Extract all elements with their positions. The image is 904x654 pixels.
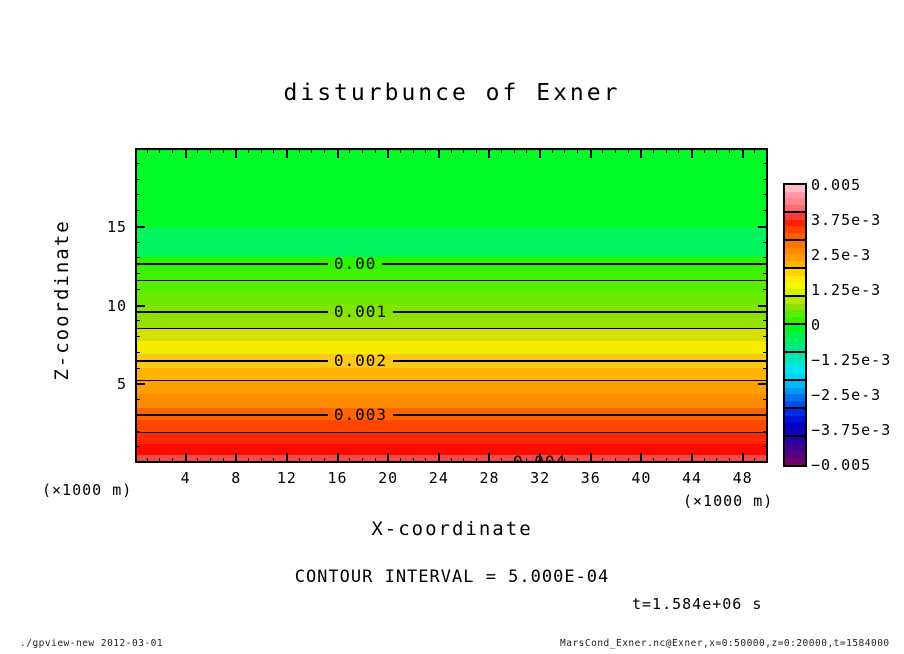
x-major-tick	[185, 148, 187, 158]
x-major-tick	[286, 453, 288, 463]
y-tick-label: 15	[106, 217, 127, 236]
x-minor-tick	[261, 148, 262, 153]
x-minor-tick	[463, 458, 464, 463]
y-major-tick	[758, 305, 768, 307]
y-minor-tick	[135, 210, 140, 211]
x-minor-tick	[729, 458, 730, 463]
contour-label: 0.001	[333, 301, 387, 321]
x-minor-tick	[400, 458, 401, 463]
contour-line	[135, 404, 768, 424]
x-minor-tick	[362, 458, 363, 463]
y-minor-tick	[135, 446, 140, 447]
x-major-tick	[742, 453, 744, 463]
colorbar-strip	[785, 345, 805, 352]
colorbar-strip	[785, 437, 805, 444]
x-minor-tick	[666, 458, 667, 463]
x-minor-tick	[248, 458, 249, 463]
x-minor-tick	[628, 458, 629, 463]
x-minor-tick	[147, 148, 148, 153]
time-label: t=1.584e+06 s	[632, 595, 763, 613]
x-tick-label: 28	[479, 469, 500, 487]
x-minor-tick	[501, 458, 502, 463]
colorbar-strip	[785, 205, 805, 212]
colorbar-strip	[785, 261, 805, 268]
colorbar-box	[785, 213, 805, 241]
x-minor-tick	[514, 458, 515, 463]
x-minor-tick	[273, 148, 274, 153]
x-minor-tick	[564, 458, 565, 463]
x-major-tick	[235, 148, 237, 158]
x-minor-tick	[577, 148, 578, 153]
colorbar-tick-label: 1.25e-3	[811, 281, 882, 299]
colorbar-box	[785, 297, 805, 325]
contour-line-segment	[135, 280, 768, 281]
x-minor-tick	[197, 458, 198, 463]
x-minor-tick	[147, 458, 148, 463]
colorbar-box	[785, 185, 805, 213]
plot-area	[135, 148, 768, 463]
colorbar-box	[785, 241, 805, 269]
y-major-tick	[758, 383, 768, 385]
x-minor-tick	[666, 148, 667, 153]
contour-line	[135, 380, 768, 381]
x-tick-label: 36	[580, 469, 601, 487]
tone-strip	[135, 228, 768, 258]
x-minor-tick	[210, 458, 211, 463]
x-major-tick	[488, 453, 490, 463]
y-minor-tick	[763, 399, 768, 400]
x-major-tick	[539, 453, 541, 463]
contour-line	[135, 328, 768, 329]
colorbar-box	[785, 437, 805, 465]
x-minor-tick	[602, 148, 603, 153]
y-tick-label: 5	[116, 375, 127, 394]
contour-line	[135, 432, 768, 433]
x-minor-tick	[349, 458, 350, 463]
x-minor-tick	[653, 458, 654, 463]
y-minor-tick	[135, 194, 140, 195]
x-minor-tick	[311, 458, 312, 463]
x-minor-tick	[704, 148, 705, 153]
y-minor-tick	[763, 242, 768, 243]
colorbar-strip	[785, 444, 805, 451]
x-minor-tick	[273, 458, 274, 463]
contour-line-segment	[135, 263, 328, 265]
y-minor-tick	[135, 415, 140, 416]
y-minor-tick	[763, 368, 768, 369]
y-minor-tick	[135, 273, 140, 274]
x-minor-tick	[451, 148, 452, 153]
x-minor-tick	[299, 458, 300, 463]
colorbar-box	[785, 325, 805, 353]
x-tick-label: 44	[682, 469, 703, 487]
x-tick-label: 16	[327, 469, 348, 487]
x-minor-tick	[299, 148, 300, 153]
x-tick-label: 48	[732, 469, 753, 487]
x-minor-tick	[223, 458, 224, 463]
x-minor-tick	[552, 458, 553, 463]
tone-strip	[135, 148, 768, 229]
colorbar-box	[785, 409, 805, 437]
contour-line-segment	[135, 360, 328, 362]
x-minor-tick	[425, 148, 426, 153]
x-major-tick	[590, 453, 592, 463]
y-minor-tick	[763, 179, 768, 180]
x-minor-tick	[197, 148, 198, 153]
contour-interval-note: CONTOUR INTERVAL = 5.000E-04	[294, 567, 610, 587]
contour-line-segment	[135, 328, 768, 329]
y-minor-tick	[135, 431, 140, 432]
y-minor-tick	[763, 194, 768, 195]
contour-line-segment	[393, 414, 768, 416]
x-minor-tick	[476, 458, 477, 463]
x-minor-tick	[159, 458, 160, 463]
x-major-tick	[742, 148, 744, 158]
x-major-tick	[337, 453, 339, 463]
x-minor-tick	[463, 148, 464, 153]
y-minor-tick	[763, 352, 768, 353]
y-minor-tick	[135, 289, 140, 290]
x-major-tick	[539, 148, 541, 158]
x-minor-tick	[476, 148, 477, 153]
y-minor-tick	[763, 320, 768, 321]
x-minor-tick	[210, 148, 211, 153]
footer-file-variable: MarsCond_Exner.nc@Exner,x=0:50000,z=0:20000,t=1584000	[560, 638, 890, 649]
y-minor-tick	[763, 431, 768, 432]
y-tick-label: 10	[106, 296, 127, 315]
colorbar-strip	[785, 233, 805, 240]
y-major-tick	[135, 226, 145, 228]
y-major-tick	[135, 305, 145, 307]
x-minor-tick	[501, 148, 502, 153]
x-minor-tick	[704, 458, 705, 463]
colorbar-box	[785, 381, 805, 409]
y-major-tick	[135, 383, 145, 385]
x-major-tick	[438, 453, 440, 463]
colorbar-box	[785, 269, 805, 297]
y-minor-tick	[763, 257, 768, 258]
y-minor-tick	[763, 210, 768, 211]
x-tick-label: 40	[631, 469, 652, 487]
x-minor-tick	[324, 458, 325, 463]
x-major-tick	[387, 453, 389, 463]
x-minor-tick	[729, 148, 730, 153]
contour-line-segment	[135, 432, 768, 433]
contour-line	[135, 253, 768, 273]
colorbar-strip	[785, 451, 805, 458]
x-minor-tick	[615, 458, 616, 463]
contour-label: 0.00	[333, 253, 377, 273]
x-tick-label: 32	[530, 469, 551, 487]
contour-label: 0.002	[333, 351, 387, 370]
x-major-tick	[438, 148, 440, 158]
colorbar-tick-label: 0	[811, 316, 822, 334]
x-major-tick	[640, 148, 642, 158]
x-minor-tick	[400, 148, 401, 153]
colorbar	[783, 183, 807, 467]
x-minor-tick	[375, 458, 376, 463]
colorbar-strip	[785, 458, 805, 465]
colorbar-tick-label: 2.5e-3	[811, 246, 872, 264]
contour-line	[135, 454, 768, 463]
x-axis-title: X-coordinate	[371, 518, 533, 540]
footer-command-date: ./gpview-new 2012-03-01	[20, 638, 164, 649]
y-minor-tick	[135, 399, 140, 400]
colorbar-tick-label: 3.75e-3	[811, 211, 882, 229]
contour-line-segment	[135, 380, 768, 381]
x-minor-tick	[577, 458, 578, 463]
y-minor-tick	[763, 289, 768, 290]
colorbar-tick-label: −1.25e-3	[811, 351, 892, 369]
colorbar-strip	[785, 373, 805, 380]
x-minor-tick	[552, 148, 553, 153]
x-major-tick	[488, 148, 490, 158]
contour-label: 0.003	[333, 404, 387, 424]
y-minor-tick	[135, 336, 140, 337]
y-minor-tick	[135, 179, 140, 180]
x-minor-tick	[324, 148, 325, 153]
x-tick-label: 4	[180, 469, 191, 487]
x-minor-tick	[564, 148, 565, 153]
chart-title: disturbunce of Exner	[283, 80, 621, 106]
x-major-tick	[185, 453, 187, 463]
x-tick-label: 20	[378, 469, 399, 487]
x-tick-label: 8	[231, 469, 242, 487]
x-tick-label: 12	[276, 469, 297, 487]
x-minor-tick	[375, 148, 376, 153]
y-minor-tick	[135, 352, 140, 353]
colorbar-strip	[785, 401, 805, 408]
y-minor-tick	[763, 336, 768, 337]
contour-line-segment	[135, 311, 328, 313]
x-minor-tick	[311, 148, 312, 153]
x-minor-tick	[754, 458, 755, 463]
colorbar-box	[785, 353, 805, 381]
x-minor-tick	[653, 148, 654, 153]
contour-line-segment	[393, 311, 768, 313]
x-major-tick	[235, 453, 237, 463]
contour-line-segment	[135, 414, 328, 416]
x-minor-tick	[678, 458, 679, 463]
colorbar-tick-label: −2.5e-3	[811, 386, 882, 404]
tone-field	[135, 148, 768, 463]
x-minor-tick	[223, 148, 224, 153]
x-minor-tick	[754, 148, 755, 153]
x-minor-tick	[172, 458, 173, 463]
y-minor-tick	[135, 320, 140, 321]
y-minor-tick	[135, 368, 140, 369]
x-axis-unit: (×1000 m)	[683, 492, 774, 510]
colorbar-tick-label: −0.005	[811, 456, 872, 474]
x-major-tick	[640, 453, 642, 463]
x-minor-tick	[602, 458, 603, 463]
x-minor-tick	[349, 148, 350, 153]
x-minor-tick	[413, 458, 414, 463]
y-minor-tick	[135, 257, 140, 258]
x-minor-tick	[261, 458, 262, 463]
x-minor-tick	[526, 148, 527, 153]
x-minor-tick	[526, 458, 527, 463]
colorbar-tick-label: −3.75e-3	[811, 421, 892, 439]
x-minor-tick	[362, 148, 363, 153]
y-axis-title: Z-coordinate	[51, 219, 73, 381]
colorbar-tick-label: 0.005	[811, 176, 862, 194]
x-minor-tick	[628, 148, 629, 153]
x-tick-label: 24	[428, 469, 449, 487]
x-minor-tick	[716, 458, 717, 463]
colorbar-strip	[785, 289, 805, 296]
y-major-tick	[758, 226, 768, 228]
x-minor-tick	[413, 148, 414, 153]
x-minor-tick	[678, 148, 679, 153]
x-minor-tick	[425, 458, 426, 463]
x-minor-tick	[248, 148, 249, 153]
y-minor-tick	[763, 163, 768, 164]
x-major-tick	[590, 148, 592, 158]
x-minor-tick	[159, 148, 160, 153]
x-minor-tick	[172, 148, 173, 153]
x-minor-tick	[451, 458, 452, 463]
contour-line-segment	[393, 360, 768, 362]
y-minor-tick	[763, 415, 768, 416]
x-major-tick	[387, 148, 389, 158]
contour-line	[135, 280, 768, 281]
x-major-tick	[337, 148, 339, 158]
contour-line-segment	[382, 263, 768, 265]
x-minor-tick	[615, 148, 616, 153]
y-axis-unit: (×1000 m)	[42, 481, 133, 499]
contour-line	[135, 301, 768, 321]
y-minor-tick	[763, 273, 768, 274]
x-major-tick	[691, 453, 693, 463]
colorbar-strip	[785, 317, 805, 324]
x-major-tick	[286, 148, 288, 158]
contour-line	[135, 353, 768, 369]
x-minor-tick	[716, 148, 717, 153]
y-minor-tick	[135, 242, 140, 243]
x-minor-tick	[514, 148, 515, 153]
colorbar-strip	[785, 429, 805, 436]
y-minor-tick	[135, 163, 140, 164]
x-major-tick	[691, 148, 693, 158]
y-minor-tick	[763, 446, 768, 447]
